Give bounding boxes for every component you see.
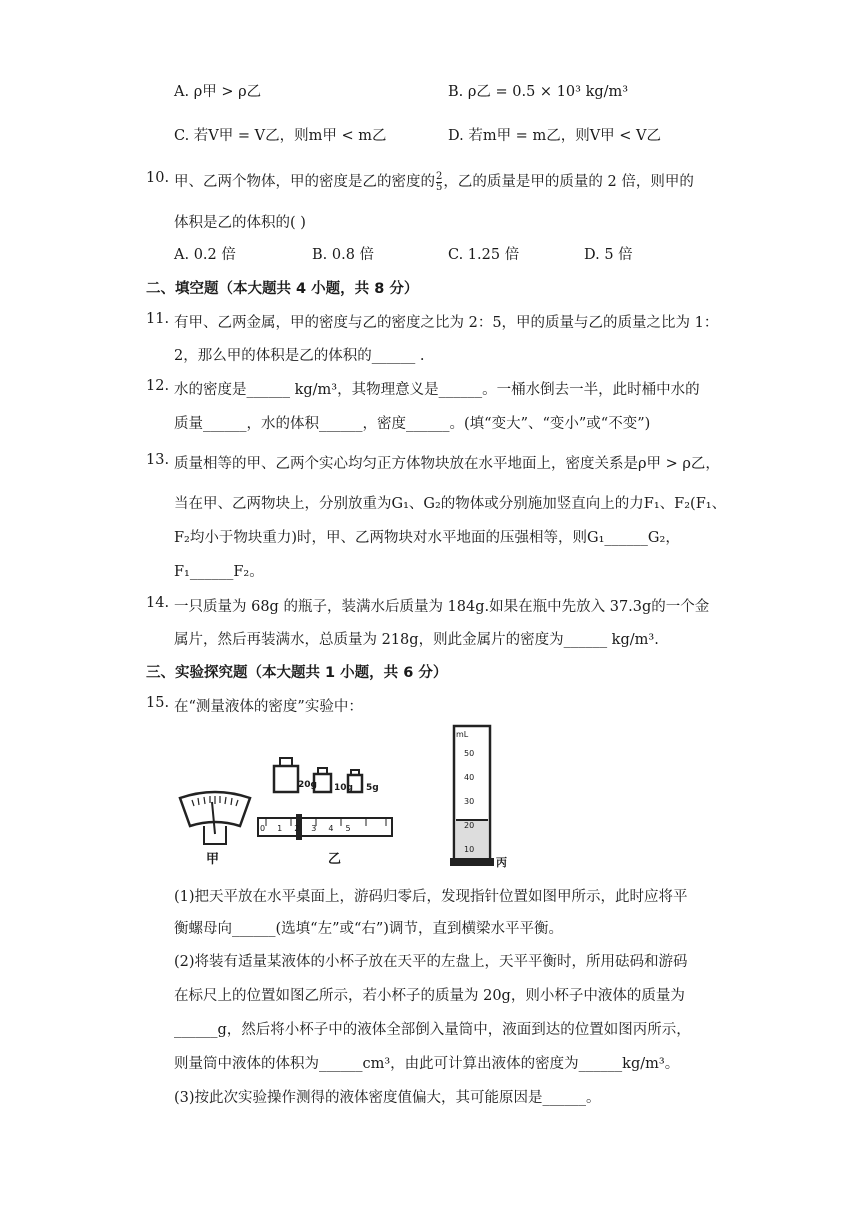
q10-line2: 体积是乙的体积的( ) (174, 215, 306, 231)
q10-line1-a: 甲、乙两个物体，甲的密度是乙的密度的 (174, 174, 435, 190)
q15-part3-line1: (3)按此次实验操作测得的液体密度值偏大，其可能原因是______。 (174, 1090, 601, 1106)
q15-intro: 在“测量液体的密度”实验中： (174, 699, 363, 715)
q15-number: 15. (146, 695, 170, 711)
figure-label-jia: 甲 (206, 852, 220, 867)
q12-line1: 水的密度是______ kg/m³，其物理意义是______。一桶水倒去一半，此时桶中水的 (174, 382, 700, 398)
scale-tick-2: 2 (294, 824, 312, 833)
scale-tick-1: 1 (277, 824, 295, 833)
q10-option-b: B. 0.8 倍 (312, 247, 375, 263)
cylinder-tick-20: 20 (464, 821, 475, 830)
q10-fraction-numerator: 2 (436, 170, 443, 182)
q10-option-d: D. 5 倍 (584, 247, 633, 263)
q15-part2-line2: 在标尺上的位置如图乙所示，若小杯子的质量为 20g，则小杯子中液体的质量为 (174, 988, 685, 1004)
q11-line1: 有甲、乙两金属，甲的密度与乙的密度之比为 2：5，甲的质量与乙的质量之比为 1： (174, 315, 719, 331)
balance-dial-illustration (176, 788, 254, 848)
q15-part2-line1: (2)将装有适量某液体的小杯子放在天平的左盘上，天平平衡时，所用砝码和游码 (174, 954, 688, 970)
weight-5g-label: 5g (366, 783, 379, 793)
figure-label-yi: 乙 (328, 852, 342, 867)
q14-line2: 属片，然后再装满水，总质量为 218g，则此金属片的密度为______ kg/m³. (174, 632, 659, 648)
q14-line1: 一只质量为 68g 的瓶子，装满水后质量为 184g.如果在瓶中先放入 37.3g的一个金 (174, 599, 710, 615)
q9-option-a: A. ρ甲 > ρ乙 (174, 84, 262, 100)
q15-part2-line4: 则量筒中液体的体积为______cm³，由此可计算出液体的密度为______kg/m³。 (174, 1056, 680, 1072)
q9-option-b: B. ρ乙 = 0.5 × 10³ kg/m³ (448, 84, 629, 100)
q13-line2: 当在甲、乙两物块上，分别放重为G₁、G₂的物体或分别施加竖直向上的力F₁、F₂(F₁、 (174, 496, 727, 512)
scale-tick-5: 5 (345, 824, 363, 833)
cylinder-tick-10: 10 (464, 845, 475, 854)
q10-fraction (436, 172, 442, 193)
q10-fraction-denominator: 5 (436, 181, 443, 193)
weight-10g-label: 10g (334, 783, 353, 793)
q9-option-d: D. 若m甲 = m乙，则V甲 < V乙 (448, 128, 662, 144)
q10-line1-b: ，乙的质量是甲的质量的 2 倍，则甲的 (443, 174, 694, 190)
scale-tick-3: 3 (311, 824, 329, 833)
q12-number: 12. (146, 378, 170, 394)
q9-option-c: C. 若V甲 = V乙，则m甲 < m乙 (174, 128, 387, 144)
q13-line1: 质量相等的甲、乙两个实心均匀正方体物块放在水平地面上，密度关系是ρ甲 > ρ乙， (174, 456, 720, 472)
q13-line3: F₂均小于物块重力)时，甲、乙两物块对水平地面的压强相等，则G₁______G₂， (174, 530, 680, 546)
q15-part1-line2: 衡螺母向______(选填“左”或“右”)调节，直到横梁水平平衡。 (174, 921, 563, 937)
cylinder-tick-40: 40 (464, 773, 475, 782)
q14-number: 14. (146, 595, 170, 611)
section-3-heading: 三、实验探究题（本大题共 1 小题，共 6 分） (146, 665, 448, 681)
weight-20g-label: 20g (298, 780, 317, 790)
q13-number: 13. (146, 452, 170, 468)
q10-line1 (174, 170, 694, 193)
experiment-figure (170, 722, 530, 872)
cylinder-tick-30: 30 (464, 797, 475, 806)
cylinder-scale (464, 742, 474, 862)
scale-tick-0: 0 (260, 824, 278, 833)
weights-illustration (270, 756, 380, 796)
figure-label-bing: 丙 (496, 856, 507, 869)
q15-part2-line3: ______g，然后将小杯子中的液体全部倒入量筒中，液面到达的位置如图丙所示， (174, 1022, 691, 1038)
q12-line2: 质量______，水的体积______，密度______。(填“变大”、“变小”或“不变”) (174, 416, 651, 432)
scale-tick-4: 4 (328, 824, 346, 833)
cylinder-tick-50: 50 (464, 749, 475, 758)
q11-line2: 2，那么甲的体积是乙的体积的______ . (174, 348, 425, 364)
q10-option-a: A. 0.2 倍 (174, 247, 236, 263)
cylinder-unit: mL (456, 730, 469, 739)
q10-number: 10. (146, 170, 170, 186)
q11-number: 11. (146, 311, 170, 327)
q15-part1-line1: (1)把天平放在水平桌面上，游码归零后，发现指针位置如图甲所示，此时应将平 (174, 889, 688, 905)
q10-option-c: C. 1.25 倍 (448, 247, 520, 263)
section-2-heading: 二、填空题（本大题共 4 小题，共 8 分） (146, 281, 419, 297)
rider-scale-ticks (260, 824, 363, 833)
q13-line4: F₁______F₂。 (174, 564, 264, 580)
